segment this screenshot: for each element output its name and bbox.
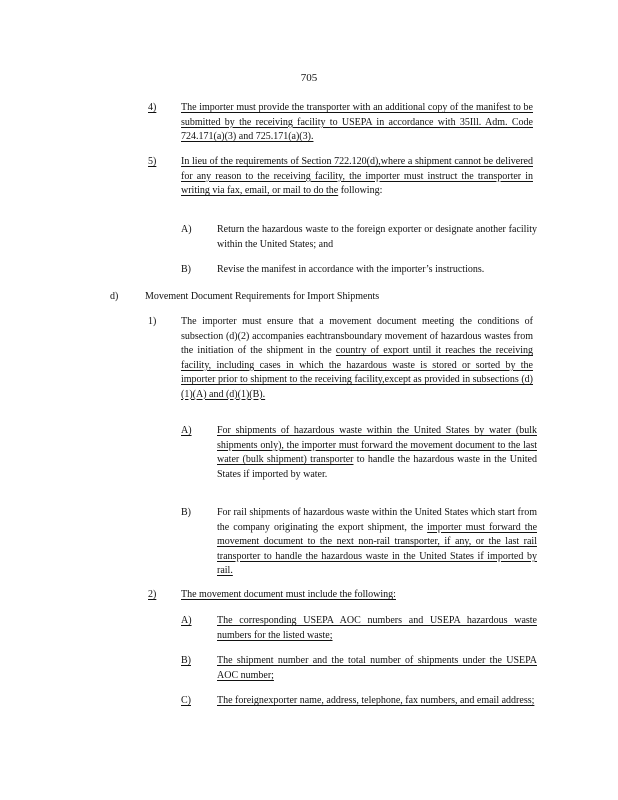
item-label: C) — [181, 695, 191, 706]
item-text: to handle the hazardous waste in the United States if imported by water. — [217, 454, 537, 480]
item-text-wrap — [181, 315, 533, 402]
item-text: following: — [340, 185, 383, 196]
item-label: 2) — [148, 589, 157, 600]
item-label: 4) — [148, 102, 157, 113]
item-text-underlined: importer must forward the movement document to the next non-rail transporter, if any, or the last rail transporter to handle the hazardous waste in the United States if imported by rail. — [217, 521, 538, 576]
item-label: B) — [181, 264, 191, 275]
item-text: The movement document must include the following: — [181, 589, 396, 600]
item-text: Return the hazardous waste to the foreign exporter or designate another facility within the United States; and — [217, 224, 537, 250]
item-text-wrap — [217, 424, 537, 482]
section-title: Movement Document Requirements for Import Shipments — [145, 291, 380, 302]
item-text: The foreignexporter name, address, telephone, fax numbers, and email address; — [217, 695, 535, 706]
section-label: d) — [110, 291, 119, 302]
item-text: The shipment number and the total number of shipments under the USEPA AOC number; — [217, 655, 537, 681]
item-text-underlined: In lieu of the requirements of Section 722.120(d),where a shipment cannot be delivered for any reason to the receiving facility, the importer must instruct the transporter in writing via fax, email, or mail to do the — [181, 156, 533, 196]
item-text: For rail shipments of hazardous waste within the United States which start from the company originating the export shipment, the — [217, 507, 537, 533]
page-number: 705 — [300, 72, 318, 84]
item-text: Revise the manifest in accordance with the importer’s instructions. — [217, 264, 485, 275]
item-text-underlined: For shipments of hazardous waste within the United States by water (bulk shipments only), the importer must forward the movement document to the last water (bulk shipment) transporter — [217, 425, 537, 465]
item-label: A) — [181, 224, 192, 235]
item-label: A) — [181, 615, 192, 626]
item-label: B) — [181, 507, 191, 518]
item-text: The importer must ensure that a movement document meeting the conditions of subsection (d)(2) accompanies eachtransboundary movement of hazardous wastes from the initiation of the shipment in the — [181, 316, 533, 356]
item-text-wrap — [217, 506, 537, 579]
item-label: 1) — [148, 316, 157, 327]
item-label: 5) — [148, 156, 157, 167]
item-text-underlined: country of export until it reaches the receiving facility, including cases in which the hazardous waste is stored or sorted by the importer prior to shipment to the receiving facility,except as provided in subsections (d)(1)(A) and (d)(1)(B). — [181, 345, 533, 400]
item-text: The corresponding USEPA AOC numbers and USEPA hazardous waste numbers for the listed waste; — [217, 615, 537, 641]
item-label: B) — [181, 655, 191, 666]
item-text: The importer must provide the transporter with an additional copy of the manifest to be submitted by the receiving facility to USEPA in accordance with 35Ill. Adm. Code 724.171(a)(3) and 725.171(a)(3). — [181, 102, 533, 142]
item-label: A) — [181, 425, 192, 436]
item-text-wrap — [181, 155, 533, 199]
